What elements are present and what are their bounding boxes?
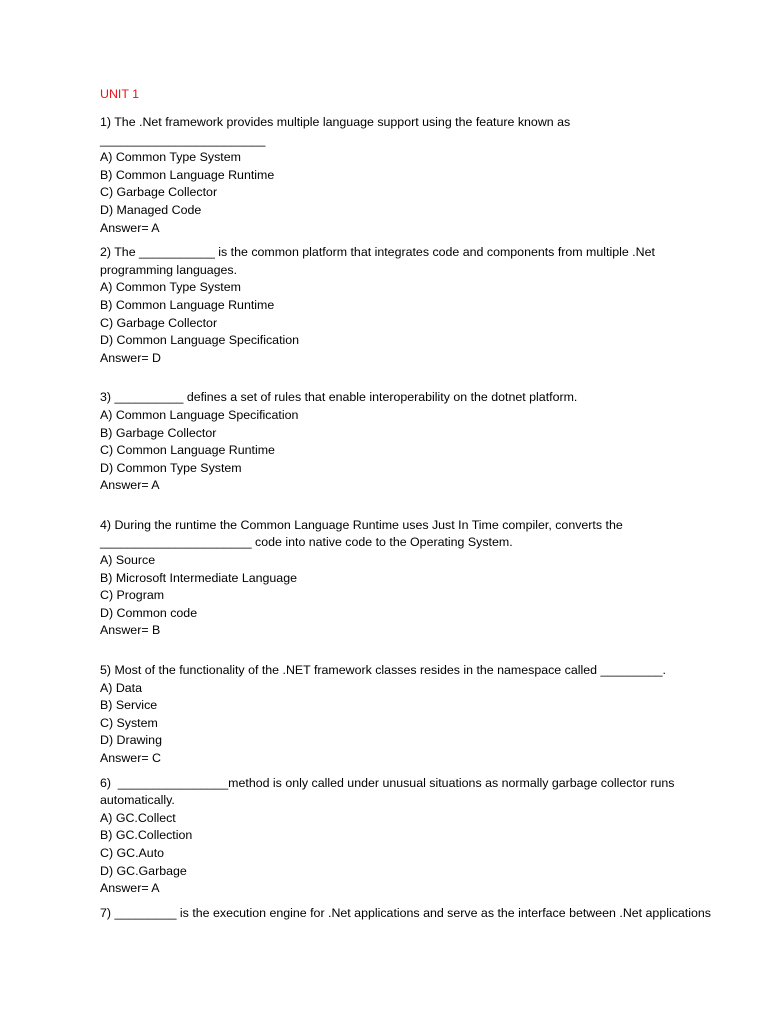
option-d: D) Common Language Specification [100,333,300,348]
option-a: A) GC.Collect [100,810,176,825]
option-b: B) Garbage Collector [100,425,217,440]
question-block [100,517,740,640]
answer-line: Answer= D [100,350,161,365]
question-block [100,244,740,367]
question-text: 3) __________ defines a set of rules that enable interoperability on the dotnet platform. [100,390,578,405]
answer-line: Answer= A [100,220,160,235]
option-a: A) Source [100,553,156,568]
option-c: C) Program [100,588,165,603]
option-d: D) GC.Garbage [100,863,187,878]
option-d: D) Common code [100,605,198,620]
option-b: B) Microsoft Intermediate Language [100,570,297,585]
question-block [100,905,740,923]
question-block [100,389,740,495]
answer-line: Answer= C [100,751,161,765]
option-b: B) Common Language Runtime [100,297,275,312]
option-c: C) System [100,715,158,730]
option-b: B) GC.Collection [100,828,193,843]
question-text: 1) The .Net framework provides multiple language support using the feature known as [100,115,571,129]
option-d: D) Drawing [100,733,162,748]
question-block [100,114,740,237]
option-a: A) Common Language Specification [100,407,299,422]
option-d: D) Managed Code [100,202,202,217]
option-b: B) Common Language Runtime [100,167,275,182]
unit-title: UNIT 1 [100,87,140,101]
question-text: 2) The ___________ is the common platform that integrates code and components from multiple .Net [100,245,655,260]
question-text: automatically. [100,793,175,808]
answer-line: Answer= A [100,478,160,493]
question-block [100,662,740,768]
option-c: C) GC.Auto [100,845,165,860]
question-text: 5) Most of the functionality of the .NET framework classes resides in the namespace called _________. [100,663,666,678]
question-text: 6) ________________method is only called under unusual situations as normally garbage collector runs [100,775,675,790]
question-block [100,775,740,898]
question-text: programming languages. [100,262,238,277]
answer-line: Answer= A [100,881,160,896]
option-c: C) Common Language Runtime [100,443,275,458]
option-a: A) Common Type System [100,150,241,165]
question-text: 7) _________ is the execution engine for .Net applications and serve as the interface between .Net applications [100,905,711,920]
answer-line: Answer= B [100,623,161,638]
option-a: A) Common Type System [100,280,241,295]
question-text: 4) During the runtime the Common Language Runtime uses Just In Time compiler, converts the [100,517,623,532]
option-c: C) Garbage Collector [100,185,218,200]
question-text: ______________________ code into native code to the Operating System. [100,535,513,550]
option-c: C) Garbage Collector [100,315,218,330]
document-page [100,84,740,922]
option-b: B) Service [100,698,158,713]
question-text: ________________________ [100,132,266,147]
option-d: D) Common Type System [100,460,242,475]
option-a: A) Data [100,680,143,695]
